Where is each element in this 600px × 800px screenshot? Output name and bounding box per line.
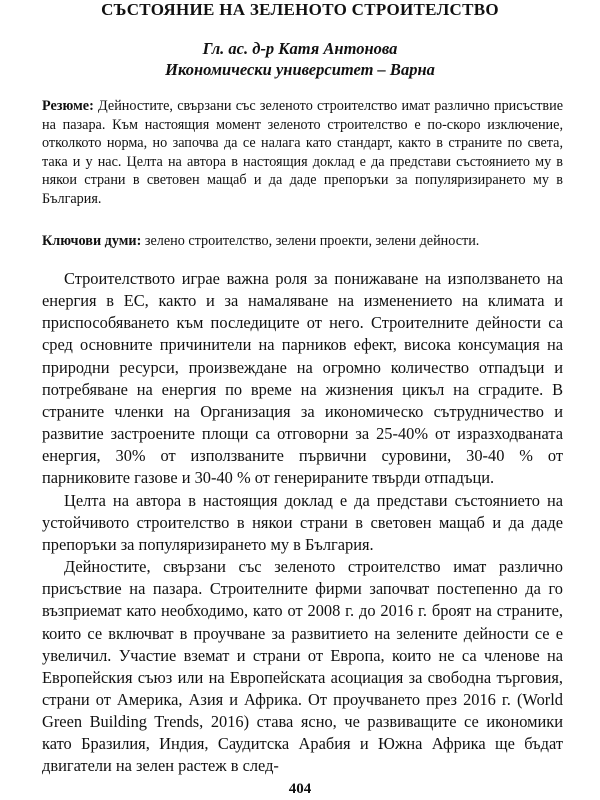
abstract (42, 97, 563, 209)
body-paragraph: Дейностите, свързани със зеленото строителство имат различно присъствие на пазара. Строителните фирми започват постепенно да го възприемат като необходимо, като от 2008 г. до 2016 г. броят на страните, които се включват в проучване за развитието на зелените дейности се е увеличил. Участие вземат и страни от Европа, които не са членове на Европейския съюз или на Европейската асоциация за свободна търговия, страни от Америка, Азия и Африка. От проучването през 2016 г. (World Green Building Trends, 2016) става ясно, че развиващите се икономики като Бразилия, Индия, Саудитска Арабия и Южна Африка ще бъдат двигатели на зелен растеж в след- (42, 557, 563, 776)
body-text (42, 268, 563, 778)
body-paragraph: Целта на автора в настоящия доклад е да представи състоянието на устойчивото строителство в някои страни в световен мащаб и да даде препоръки за популяризирането му в България. (42, 490, 563, 554)
keywords-label: Ключови думи: (42, 233, 142, 249)
keywords-text: зелено строителство, зелени проекти, зелени дейности. (141, 233, 480, 249)
author-affiliation: Икономически университет – Варна (165, 60, 435, 79)
abstract-label: Резюме: (42, 98, 94, 114)
author-name: Гл. ас. д-р Катя Антонова (202, 39, 398, 58)
paper-title: СЪСТОЯНИЕ НА ЗЕЛЕНОТО СТРОИТЕЛСТВО (101, 0, 499, 19)
page-number: 404 (288, 781, 312, 797)
abstract-text: Дейностите, свързани със зеленото строителство имат различно присъствие на пазара. Към настоящия момент зеленото строителство е по-скоро изключение, отколкото норма, но започва да се налага като стандарт, както в страните по света, така и у нас. Целта на автора в настоящия доклад е да представи състоянието му в някои страни в световен мащаб и да даде препоръки за популяризирането му в България. (42, 98, 563, 207)
body-paragraph: Строителството играе важна роля за понижаване на използването на енергия в ЕС, както и за намаляване на изменението на климата и приспособяването към последиците от него. Строителните дейности са сред основните причинители на парников ефект, висока консумация на природни ресурси, произвеждане на огромно количество отпадъци и потребяване на енергия по време на жизнения цикъл на сградите. В страните членки на Организация за икономическо сътрудничество и развитие застроените площи са отговорни за 25-40% от изразходваната енергия, 30% от използваните първични суровини, 30-40 % от парниковите газове и 30-40 % от генерираните твърди отпадъци. (42, 269, 563, 488)
keywords (42, 232, 582, 251)
